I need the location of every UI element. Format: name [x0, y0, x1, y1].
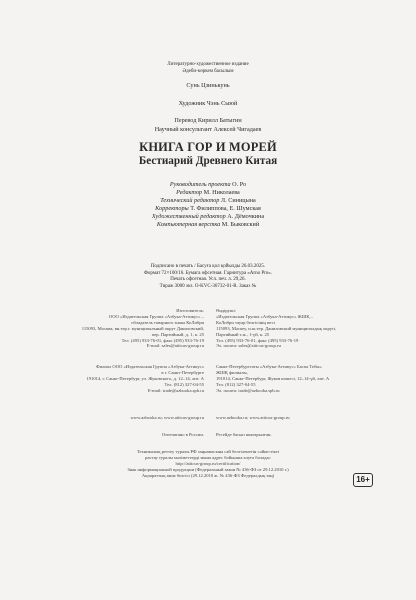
credit-name: Л. Синицына — [220, 197, 256, 204]
branch-ru — [80, 364, 204, 394]
branch-line: ЖШҚ филиалы, — [216, 369, 248, 375]
translator: Перевод Кирилл Батыгин — [174, 117, 242, 124]
credit-name: М. Николаева — [203, 189, 240, 196]
compliance-line: Знак информационной продукции (Федеральный закон № 436-ФЗ от 29.12.2010 г.) — [127, 466, 289, 472]
genre-kz: Әдеби-көркем басылым — [182, 69, 234, 74]
publisher-kz — [216, 308, 346, 349]
publisher-line: Тел. (495) 933-76-01, факс (495) 933-76-19 — [216, 337, 299, 343]
publisher-line: Партийный т.ж., 1-үй, к. 25 — [216, 331, 270, 337]
book-subtitle: Бестиарий Древнего Китая — [138, 155, 278, 167]
author: Сунь Цзинькунь — [186, 82, 230, 89]
compliance-line: Ақпараттық өнім белгісі (29.12.2010 ж. № 436-ФЗ Федералдық заң) — [141, 472, 275, 478]
credit-role: Руководитель проекта — [169, 181, 231, 188]
publisher-line: Өндіруші: — [216, 308, 237, 313]
genre-ru: Литературно-художественное издание — [167, 62, 249, 67]
consultant: Научный консультант Алексей Чигадаев — [154, 126, 262, 133]
branch-line: Эл. пошта: trade@azbooka.spb.ru — [216, 387, 280, 393]
credits-list — [0, 181, 416, 229]
branch-line: 191014, г. Санкт-Петербург, ул. Жуковского, д. 12–14, лит. А — [86, 375, 204, 381]
illustrator: Художник Чэнь Сыюй — [178, 100, 238, 107]
credit-line — [0, 221, 416, 229]
credit-line — [0, 205, 416, 213]
credit-role: Корректоры — [155, 205, 189, 212]
credit-line — [0, 197, 416, 205]
publisher-line: E-mail: sales@atticus-group.ru — [146, 343, 204, 349]
credit-role: Художественный редактор — [151, 213, 226, 220]
publisher-line: 115093, Москва, вн.тер.г. муниципальный округ Даниловский, — [81, 325, 204, 331]
printed-in-kz: Ресейде басып шығарылған. — [216, 432, 272, 437]
credit-name: А. Дёмочкина — [227, 213, 265, 220]
compliance-line: Техникалық реттеу туралы РФ заңнамасына сай белгіленетін сәйкестікті — [136, 449, 280, 454]
publisher-line: 115093, Мәскеу, и.ш.тер. Даниловский муниципалдық округі, — [216, 325, 337, 331]
branch-line: Филиал ООО «Издательская Группа «Азбука-Аттикус» — [96, 364, 204, 369]
branch-line: Санкт-Петербургтағы «Азбука-Аттикус» Баспа Тобы» — [216, 364, 322, 369]
publisher-line: обладатель товарного знака КоЛибри — [131, 319, 204, 325]
credit-line — [0, 181, 416, 189]
credit-role: Технический редактор — [160, 197, 220, 204]
branch-line: Тел. (812) 327-04-55 — [164, 381, 204, 387]
compliance-line: растау туралы мәліметтерді мына адрес бойынша алуға болады: — [145, 454, 271, 460]
publisher-ru — [80, 308, 204, 349]
print-line: Тираж 3000 экз. О-KVC-36732-01-R. Заказ № — [159, 283, 257, 289]
branch-kz — [216, 364, 346, 394]
credit-name: О. Ро — [232, 181, 247, 188]
credit-role: Компьютерная верстка — [156, 221, 221, 228]
print-line: Подписано в печать / Басуға қол қойылды 26.03.2025. — [150, 264, 266, 269]
credit-name: М. Быковский — [221, 221, 260, 228]
website-kz: www.azbooka.ru; www.atticus-group.ru — [216, 415, 290, 420]
print-line: Печать офсетная. Усл. печ. л. 29,26. — [170, 277, 246, 283]
branch-line: в г. Санкт-Петербурге — [161, 369, 204, 375]
website-ru: www.azbooka.ru; www.atticus-group.ru — [130, 415, 204, 420]
age-rating-badge: 16+ — [353, 473, 373, 487]
credit-line — [0, 189, 416, 197]
publisher-line: Тел. (495) 933-76-01, факс (495) 933-76-19 — [121, 337, 204, 343]
printed-in-ru: Отпечатано в России. — [161, 432, 204, 437]
book-title: КНИГА ГОР И МОРЕЙ — [139, 140, 277, 154]
publisher-line: ООО «Издательская Группа «Азбука-Аттикус» – — [108, 313, 204, 319]
branch-line: Тел. (812) 327-04-55 — [216, 381, 256, 387]
credit-line — [0, 213, 416, 221]
publisher-line: Эл. пошта: sales@atticus-group.ru — [216, 343, 281, 349]
print-line: Формат 72×100/16. Бумага офсетная. Гарнитура «Arno Pro». — [143, 270, 273, 276]
credit-role: Редактор — [176, 189, 203, 196]
print-info — [0, 264, 416, 290]
publisher-line: «Издательская Группа «Азбука-Аттикус» ЖШҚ – — [216, 313, 313, 319]
publisher-line: Изготовитель: — [176, 308, 204, 313]
publisher-line: КоЛибри тауар белгісінің иесі — [216, 319, 275, 325]
branch-line: E-mail: trade@azbooka.spb.ru — [147, 387, 204, 393]
credit-name: Т. Филиппова, Е. Шумская — [190, 205, 261, 212]
branch-line: 191014, Санкт-Петербург, Жуков көшесі, 12–14-үй, лит. А — [216, 375, 330, 381]
publisher-line: пер. Партийный, д. 1, к. 25 — [151, 331, 204, 337]
compliance-line: http://atticus-group.ru/certification/ — [175, 460, 241, 466]
